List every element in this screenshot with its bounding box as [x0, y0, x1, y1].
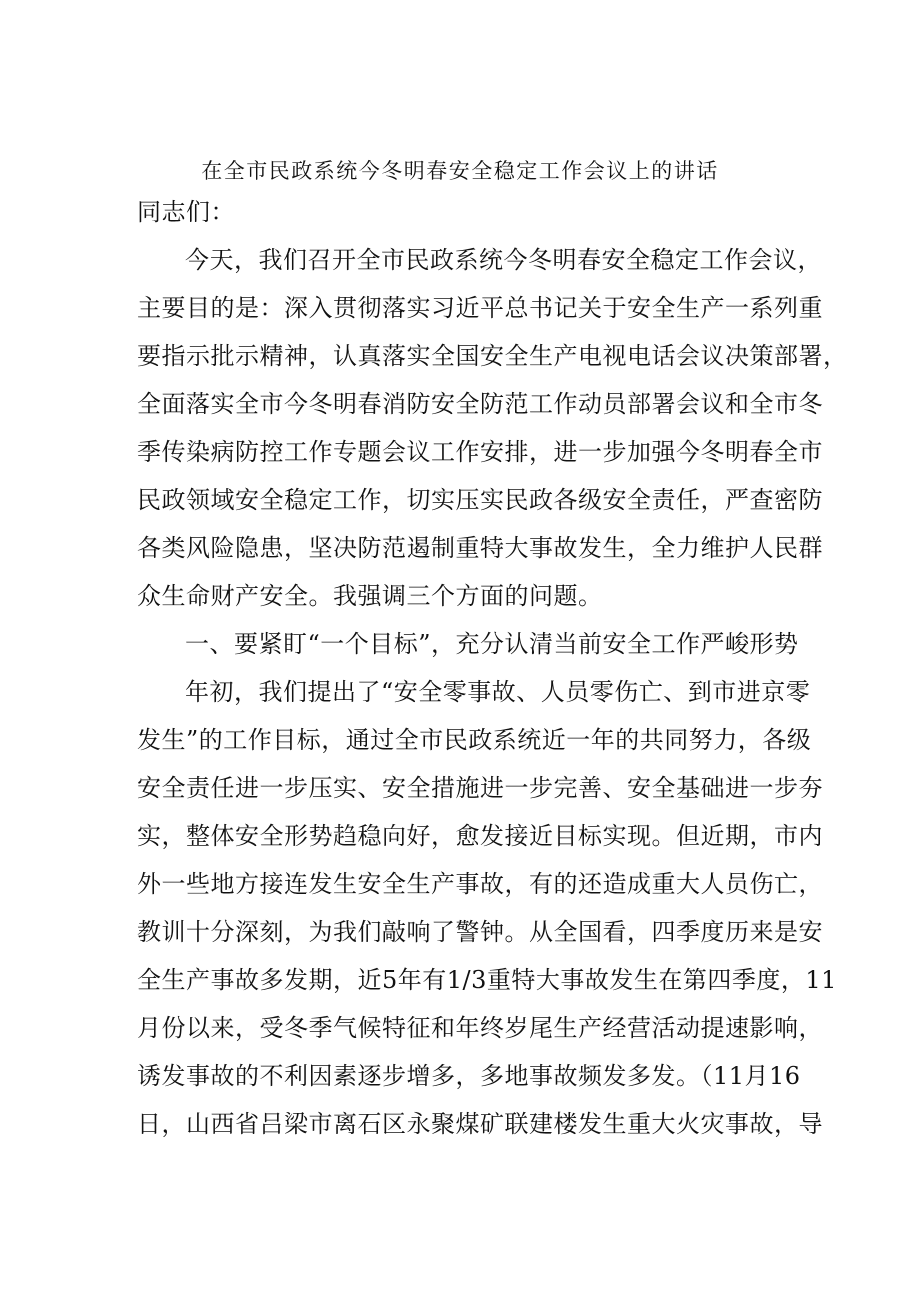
body-line: 全生产事故多发期，近5年有1/3重特大事故发生在第四季度，11	[137, 966, 837, 994]
body-line: 实，整体安全形势趋稳向好，愈发接近目标实现。但近期，市内	[137, 822, 823, 850]
body-line: 各类风险隐患，坚决防范遏制重特大事故发生，全力维护人民群	[137, 534, 823, 562]
body-line: 主要目的是：深入贯彻落实习近平总书记关于安全生产一系列重	[137, 294, 823, 322]
body-line: 年初，我们提出了“安全零事故、人员零伤亡、到市进京零	[185, 678, 811, 706]
body-line: 教训十分深刻，为我们敲响了警钟。从全国看，四季度历来是安	[137, 918, 823, 946]
body-line: 民政领域安全稳定工作，切实压实民政各级安全责任，严查密防	[137, 486, 823, 514]
body-line: 外一些地方接连发生安全生产事故，有的还造成重大人员伤亡，	[137, 870, 823, 898]
body-line: 全面落实全市今冬明春消防安全防范工作动员部署会议和全市冬	[137, 390, 823, 418]
body-line: 月份以来，受冬季气候特征和年终岁尾生产经营活动提速影响，	[137, 1014, 823, 1042]
body-line: 安全责任进一步压实、安全措施进一步完善、安全基础进一步夯	[137, 774, 823, 802]
body-line: 季传染病防控工作专题会议工作安排，进一步加强今冬明春全市	[137, 438, 823, 466]
body-line: 今天，我们召开全市民政系统今冬明春安全稳定工作会议，	[185, 246, 822, 274]
body-line: 同志们：	[137, 198, 235, 226]
body-line: 众生命财产安全。我强调三个方面的问题。	[137, 582, 603, 610]
body-line: 一、要紧盯“一个目标”，充分认清当前安全工作严峻形势	[185, 630, 799, 658]
body-line: 发生”的工作目标，通过全市民政系统近一年的共同努力，各级	[137, 726, 812, 754]
body-line: 诱发事故的不利因素逐步增多，多地事故频发多发。（11月16	[137, 1062, 801, 1090]
document-body	[137, 188, 848, 1148]
body-line: 要指示批示精神，认真落实全国安全生产电视电话会议决策部署，	[137, 342, 848, 370]
body-line: 日，山西省吕梁市离石区永聚煤矿联建楼发生重大火灾事故，导	[137, 1110, 823, 1138]
document-title: 在全市民政系统今冬明春安全稳定工作会议上的讲话	[201, 159, 719, 183]
